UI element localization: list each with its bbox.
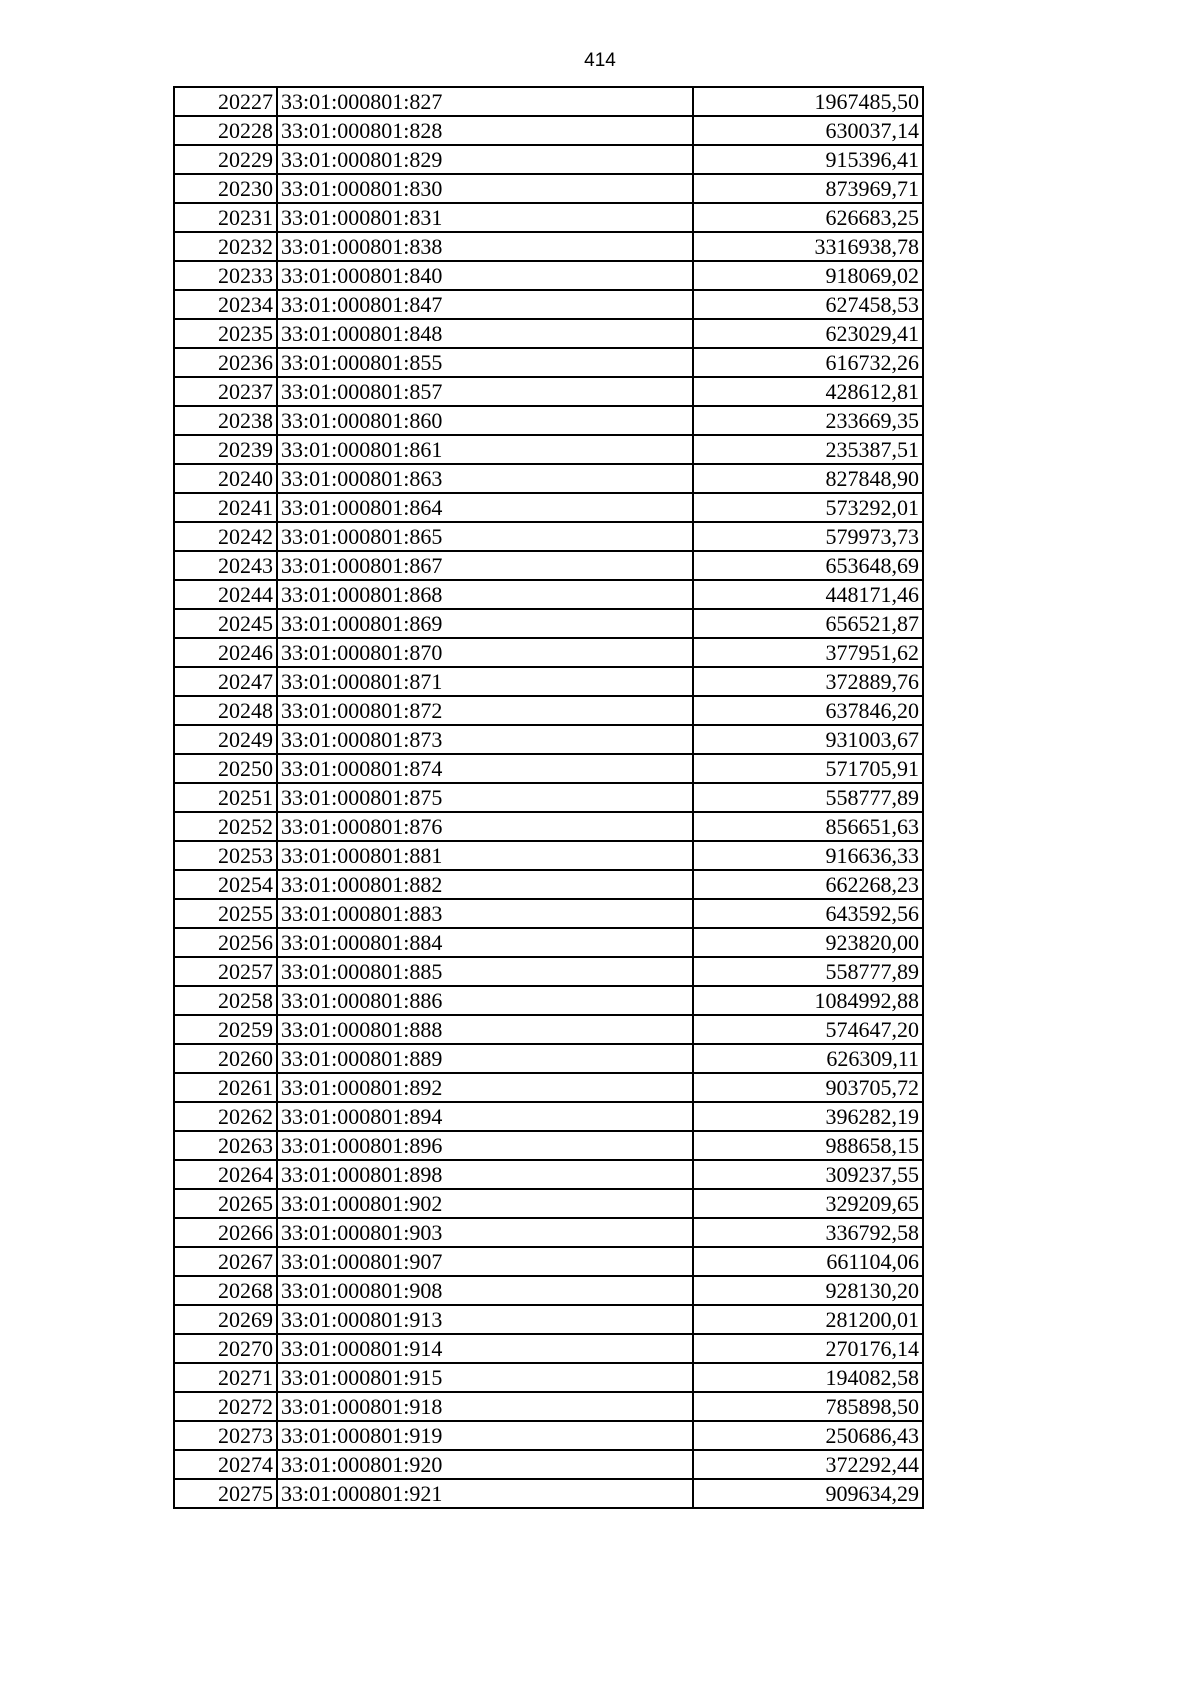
table-row xyxy=(174,435,923,464)
cadastral-number-cell: 33:01:000801:881 xyxy=(277,841,693,870)
row-number-cell: 20240 xyxy=(174,464,277,493)
cadastral-value-cell: 643592,56 xyxy=(693,899,923,928)
row-number-cell: 20273 xyxy=(174,1421,277,1450)
table-row xyxy=(174,580,923,609)
row-number-cell: 20239 xyxy=(174,435,277,464)
cadastral-value-cell: 626683,25 xyxy=(693,203,923,232)
row-number-cell: 20243 xyxy=(174,551,277,580)
table-row xyxy=(174,1073,923,1102)
table-row xyxy=(174,1450,923,1479)
row-number-cell: 20242 xyxy=(174,522,277,551)
row-number-cell: 20271 xyxy=(174,1363,277,1392)
cadastral-value-cell: 623029,41 xyxy=(693,319,923,348)
row-number-cell: 20263 xyxy=(174,1131,277,1160)
row-number-cell: 20257 xyxy=(174,957,277,986)
cadastral-value-cell: 428612,81 xyxy=(693,377,923,406)
table-row xyxy=(174,696,923,725)
cadastral-number-cell: 33:01:000801:871 xyxy=(277,667,693,696)
table-row xyxy=(174,145,923,174)
table-row xyxy=(174,725,923,754)
row-number-cell: 20229 xyxy=(174,145,277,174)
cadastral-value-cell: 785898,50 xyxy=(693,1392,923,1421)
cadastral-number-cell: 33:01:000801:860 xyxy=(277,406,693,435)
cadastral-number-cell: 33:01:000801:883 xyxy=(277,899,693,928)
cadastral-value-cell: 827848,90 xyxy=(693,464,923,493)
row-number-cell: 20252 xyxy=(174,812,277,841)
table-row xyxy=(174,1479,923,1508)
row-number-cell: 20241 xyxy=(174,493,277,522)
row-number-cell: 20272 xyxy=(174,1392,277,1421)
cadastral-number-cell: 33:01:000801:869 xyxy=(277,609,693,638)
table-row xyxy=(174,348,923,377)
cadastral-number-cell: 33:01:000801:873 xyxy=(277,725,693,754)
cadastral-number-cell: 33:01:000801:886 xyxy=(277,986,693,1015)
table-row xyxy=(174,522,923,551)
cadastral-value-cell: 916636,33 xyxy=(693,841,923,870)
cadastral-number-cell: 33:01:000801:898 xyxy=(277,1160,693,1189)
row-number-cell: 20256 xyxy=(174,928,277,957)
cadastral-number-cell: 33:01:000801:840 xyxy=(277,261,693,290)
row-number-cell: 20270 xyxy=(174,1334,277,1363)
cadastral-value-cell: 616732,26 xyxy=(693,348,923,377)
cadastral-value-cell: 656521,87 xyxy=(693,609,923,638)
row-number-cell: 20250 xyxy=(174,754,277,783)
table-row xyxy=(174,899,923,928)
cadastral-value-cell: 626309,11 xyxy=(693,1044,923,1073)
cadastral-number-cell: 33:01:000801:863 xyxy=(277,464,693,493)
cadastral-number-cell: 33:01:000801:872 xyxy=(277,696,693,725)
cadastral-value-cell: 988658,15 xyxy=(693,1131,923,1160)
table-row xyxy=(174,812,923,841)
cadastral-value-cell: 336792,58 xyxy=(693,1218,923,1247)
row-number-cell: 20236 xyxy=(174,348,277,377)
table-row xyxy=(174,551,923,580)
cadastral-value-table xyxy=(173,86,924,1509)
table-row xyxy=(174,1218,923,1247)
row-number-cell: 20235 xyxy=(174,319,277,348)
row-number-cell: 20228 xyxy=(174,116,277,145)
table-row xyxy=(174,377,923,406)
cadastral-number-cell: 33:01:000801:915 xyxy=(277,1363,693,1392)
row-number-cell: 20265 xyxy=(174,1189,277,1218)
row-number-cell: 20234 xyxy=(174,290,277,319)
cadastral-value-cell: 579973,73 xyxy=(693,522,923,551)
row-number-cell: 20259 xyxy=(174,1015,277,1044)
cadastral-number-cell: 33:01:000801:830 xyxy=(277,174,693,203)
cadastral-number-cell: 33:01:000801:896 xyxy=(277,1131,693,1160)
cadastral-value-cell: 377951,62 xyxy=(693,638,923,667)
cadastral-number-cell: 33:01:000801:885 xyxy=(277,957,693,986)
cadastral-value-cell: 923820,00 xyxy=(693,928,923,957)
cadastral-value-cell: 270176,14 xyxy=(693,1334,923,1363)
cadastral-number-cell: 33:01:000801:870 xyxy=(277,638,693,667)
cadastral-number-cell: 33:01:000801:868 xyxy=(277,580,693,609)
cadastral-number-cell: 33:01:000801:892 xyxy=(277,1073,693,1102)
table-row xyxy=(174,667,923,696)
cadastral-value-cell: 329209,65 xyxy=(693,1189,923,1218)
row-number-cell: 20248 xyxy=(174,696,277,725)
table-row xyxy=(174,261,923,290)
cadastral-value-cell: 3316938,78 xyxy=(693,232,923,261)
row-number-cell: 20261 xyxy=(174,1073,277,1102)
table-row xyxy=(174,174,923,203)
cadastral-value-cell: 309237,55 xyxy=(693,1160,923,1189)
table-row xyxy=(174,203,923,232)
table-row xyxy=(174,957,923,986)
cadastral-value-cell: 235387,51 xyxy=(693,435,923,464)
table-row xyxy=(174,1334,923,1363)
table-row xyxy=(174,783,923,812)
table-row xyxy=(174,1421,923,1450)
table-row xyxy=(174,609,923,638)
table-row xyxy=(174,1102,923,1131)
cadastral-number-cell: 33:01:000801:918 xyxy=(277,1392,693,1421)
row-number-cell: 20246 xyxy=(174,638,277,667)
row-number-cell: 20264 xyxy=(174,1160,277,1189)
cadastral-number-cell: 33:01:000801:884 xyxy=(277,928,693,957)
cadastral-value-cell: 903705,72 xyxy=(693,1073,923,1102)
cadastral-value-cell: 627458,53 xyxy=(693,290,923,319)
row-number-cell: 20262 xyxy=(174,1102,277,1131)
table-row xyxy=(174,1044,923,1073)
row-number-cell: 20227 xyxy=(174,87,277,116)
page-number: 414 xyxy=(584,50,616,71)
cadastral-number-cell: 33:01:000801:903 xyxy=(277,1218,693,1247)
cadastral-number-cell: 33:01:000801:829 xyxy=(277,145,693,174)
row-number-cell: 20233 xyxy=(174,261,277,290)
table-row xyxy=(174,1247,923,1276)
table-row xyxy=(174,87,923,116)
row-number-cell: 20238 xyxy=(174,406,277,435)
cadastral-value-cell: 573292,01 xyxy=(693,493,923,522)
cadastral-number-cell: 33:01:000801:855 xyxy=(277,348,693,377)
row-number-cell: 20251 xyxy=(174,783,277,812)
table-row xyxy=(174,464,923,493)
cadastral-number-cell: 33:01:000801:914 xyxy=(277,1334,693,1363)
cadastral-value-cell: 856651,63 xyxy=(693,812,923,841)
table-row xyxy=(174,406,923,435)
row-number-cell: 20258 xyxy=(174,986,277,1015)
cadastral-number-cell: 33:01:000801:827 xyxy=(277,87,693,116)
row-number-cell: 20275 xyxy=(174,1479,277,1508)
cadastral-number-cell: 33:01:000801:831 xyxy=(277,203,693,232)
row-number-cell: 20274 xyxy=(174,1450,277,1479)
row-number-cell: 20267 xyxy=(174,1247,277,1276)
row-number-cell: 20232 xyxy=(174,232,277,261)
cadastral-number-cell: 33:01:000801:889 xyxy=(277,1044,693,1073)
cadastral-number-cell: 33:01:000801:857 xyxy=(277,377,693,406)
cadastral-value-cell: 250686,43 xyxy=(693,1421,923,1450)
row-number-cell: 20269 xyxy=(174,1305,277,1334)
cadastral-number-cell: 33:01:000801:882 xyxy=(277,870,693,899)
table-row xyxy=(174,1392,923,1421)
cadastral-value-cell: 661104,06 xyxy=(693,1247,923,1276)
cadastral-value-cell: 873969,71 xyxy=(693,174,923,203)
cadastral-number-cell: 33:01:000801:838 xyxy=(277,232,693,261)
row-number-cell: 20260 xyxy=(174,1044,277,1073)
cadastral-value-cell: 448171,46 xyxy=(693,580,923,609)
cadastral-number-cell: 33:01:000801:875 xyxy=(277,783,693,812)
cadastral-value-cell: 281200,01 xyxy=(693,1305,923,1334)
cadastral-number-cell: 33:01:000801:920 xyxy=(277,1450,693,1479)
cadastral-value-cell: 928130,20 xyxy=(693,1276,923,1305)
row-number-cell: 20230 xyxy=(174,174,277,203)
cadastral-number-cell: 33:01:000801:874 xyxy=(277,754,693,783)
table-row xyxy=(174,870,923,899)
cadastral-number-cell: 33:01:000801:907 xyxy=(277,1247,693,1276)
cadastral-value-cell: 372889,76 xyxy=(693,667,923,696)
table-row xyxy=(174,1015,923,1044)
table-body xyxy=(174,87,923,1508)
row-number-cell: 20249 xyxy=(174,725,277,754)
cadastral-number-cell: 33:01:000801:861 xyxy=(277,435,693,464)
cadastral-number-cell: 33:01:000801:828 xyxy=(277,116,693,145)
cadastral-number-cell: 33:01:000801:867 xyxy=(277,551,693,580)
table-row xyxy=(174,493,923,522)
cadastral-value-cell: 1967485,50 xyxy=(693,87,923,116)
table-row xyxy=(174,986,923,1015)
cadastral-value-cell: 558777,89 xyxy=(693,783,923,812)
cadastral-value-cell: 372292,44 xyxy=(693,1450,923,1479)
table-row xyxy=(174,319,923,348)
row-number-cell: 20255 xyxy=(174,899,277,928)
cadastral-number-cell: 33:01:000801:902 xyxy=(277,1189,693,1218)
table-row xyxy=(174,928,923,957)
table-row xyxy=(174,638,923,667)
row-number-cell: 20244 xyxy=(174,580,277,609)
table-row xyxy=(174,1189,923,1218)
cadastral-number-cell: 33:01:000801:864 xyxy=(277,493,693,522)
cadastral-value-cell: 662268,23 xyxy=(693,870,923,899)
cadastral-number-cell: 33:01:000801:921 xyxy=(277,1479,693,1508)
table-row xyxy=(174,1131,923,1160)
cadastral-value-cell: 630037,14 xyxy=(693,116,923,145)
row-number-cell: 20253 xyxy=(174,841,277,870)
cadastral-value-cell: 915396,41 xyxy=(693,145,923,174)
table-row xyxy=(174,1160,923,1189)
row-number-cell: 20237 xyxy=(174,377,277,406)
cadastral-number-cell: 33:01:000801:876 xyxy=(277,812,693,841)
cadastral-value-cell: 1084992,88 xyxy=(693,986,923,1015)
table-row xyxy=(174,1305,923,1334)
row-number-cell: 20268 xyxy=(174,1276,277,1305)
table-row xyxy=(174,290,923,319)
cadastral-number-cell: 33:01:000801:908 xyxy=(277,1276,693,1305)
table-row xyxy=(174,754,923,783)
row-number-cell: 20245 xyxy=(174,609,277,638)
cadastral-value-cell: 558777,89 xyxy=(693,957,923,986)
table-row xyxy=(174,232,923,261)
table-row xyxy=(174,841,923,870)
table-row xyxy=(174,116,923,145)
row-number-cell: 20254 xyxy=(174,870,277,899)
cadastral-number-cell: 33:01:000801:894 xyxy=(277,1102,693,1131)
cadastral-number-cell: 33:01:000801:888 xyxy=(277,1015,693,1044)
cadastral-value-cell: 909634,29 xyxy=(693,1479,923,1508)
row-number-cell: 20231 xyxy=(174,203,277,232)
row-number-cell: 20266 xyxy=(174,1218,277,1247)
cadastral-number-cell: 33:01:000801:919 xyxy=(277,1421,693,1450)
cadastral-value-cell: 653648,69 xyxy=(693,551,923,580)
cadastral-number-cell: 33:01:000801:865 xyxy=(277,522,693,551)
cadastral-value-cell: 194082,58 xyxy=(693,1363,923,1392)
cadastral-value-cell: 233669,35 xyxy=(693,406,923,435)
cadastral-value-cell: 637846,20 xyxy=(693,696,923,725)
cadastral-value-cell: 918069,02 xyxy=(693,261,923,290)
cadastral-number-cell: 33:01:000801:913 xyxy=(277,1305,693,1334)
table-row xyxy=(174,1363,923,1392)
cadastral-number-cell: 33:01:000801:847 xyxy=(277,290,693,319)
cadastral-value-cell: 396282,19 xyxy=(693,1102,923,1131)
cadastral-number-cell: 33:01:000801:848 xyxy=(277,319,693,348)
cadastral-value-cell: 574647,20 xyxy=(693,1015,923,1044)
cadastral-value-cell: 931003,67 xyxy=(693,725,923,754)
table-row xyxy=(174,1276,923,1305)
cadastral-value-cell: 571705,91 xyxy=(693,754,923,783)
row-number-cell: 20247 xyxy=(174,667,277,696)
